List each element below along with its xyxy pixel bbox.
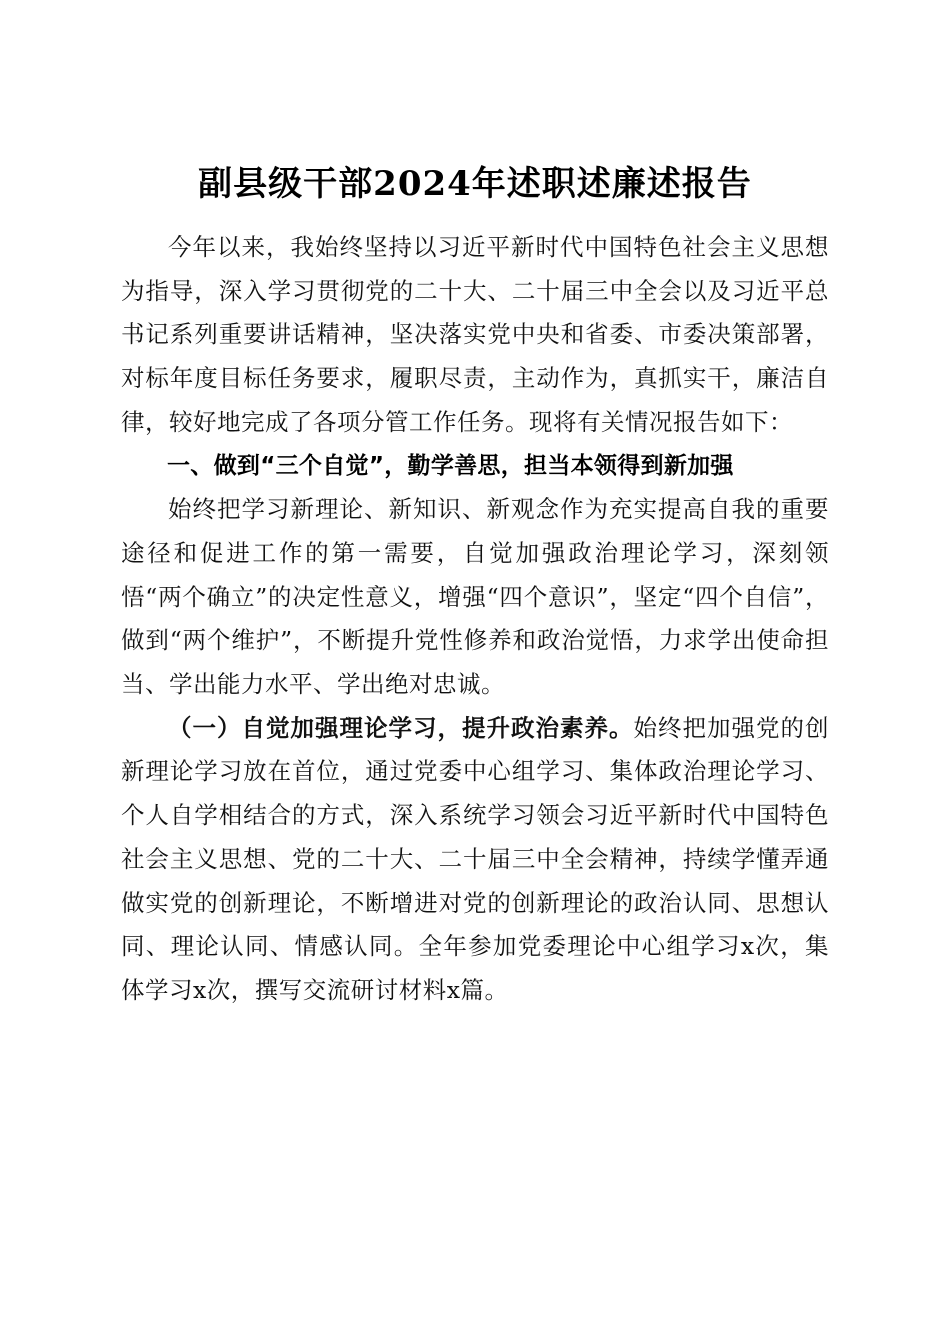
subsection-1-heading: （一）自觉加强理论学习，提升政治素养。 bbox=[168, 713, 634, 742]
intro-paragraph: 今年以来，我始终坚持以习近平新时代中国特色社会主义思想为指导，深入学习贯彻党的二十大、二十届三中全会以及习近平总书记系列重要讲话精神，坚决落实党中央和省委、市委决策部署，对标年度目标任务要求，履职尽责，主动作为，真抓实干，廉洁自律，较好地完成了各项分管工作任务。现将有关情况报告如下： bbox=[121, 233, 829, 436]
section-1-heading: 一、做到“三个自觉”，勤学善思，担当本领得到新加强 bbox=[167, 452, 734, 479]
section-1-paragraph: 始终把学习新理论、新知识、新观念作为充实提高自我的重要途径和促进工作的第一需要，自觉加强政治理论学习，深刻领悟“两个确立”的决定性意义，增强“四个意识”，坚定“四个自信”，做到“两个维护”，不断提升党性修养和政治觉悟，力求学出使命担当、学出能力水平、学出绝对忠诚。 bbox=[121, 495, 829, 699]
document-title: 副县级干部2024年述职述廉述报告 bbox=[198, 163, 752, 204]
document-body bbox=[121, 226, 829, 1013]
subsection-1-paragraph bbox=[121, 707, 829, 1013]
subsection-1-text: 始终把加强党的创新理论学习放在首位，通过党委中心组学习、集体政治理论学习、个人自学相结合的方式，深入系统学习领会习近平新时代中国特色社会主义思想、党的二十大、二十届三中全会精神，持续学懂弄通做实党的创新理论，不断增进对党的创新理论的政治认同、思想认同、理论认同、情感认同。全年参加党委理论中心组学习x次，集体学习x次，撰写交流研讨材料x篇。 bbox=[121, 713, 829, 1004]
